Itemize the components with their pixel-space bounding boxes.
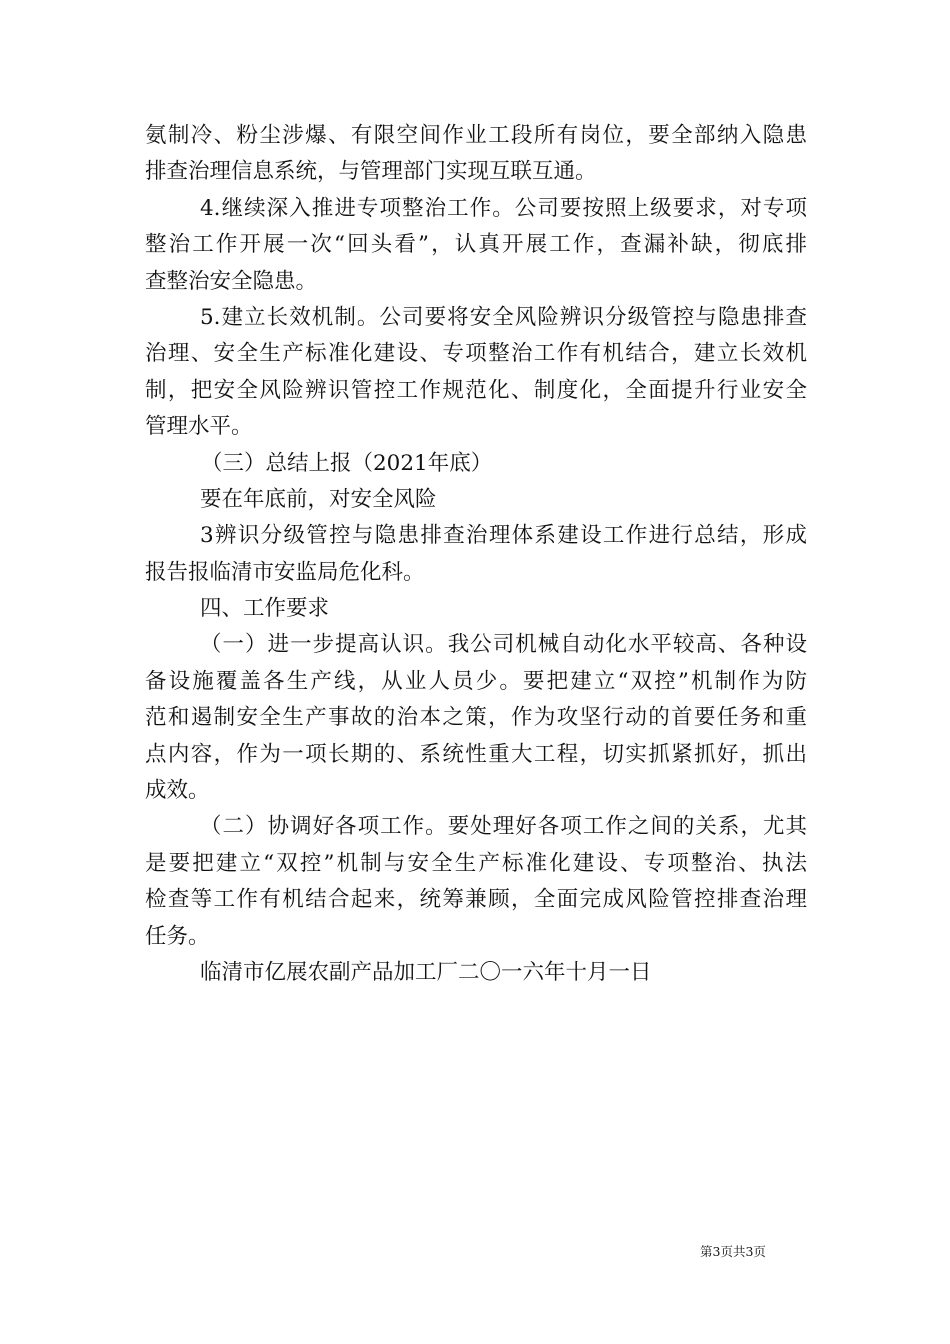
item-4-heading: 4.继续深入推进专项整治工作。公司要按照上级要求，对专项	[200, 195, 807, 221]
body-line: 备设施覆盖各生产线，从业人员少。要把建立“双控”机制作为防	[145, 668, 807, 694]
body-line: 任务。	[145, 923, 210, 949]
body-line: 管理水平。	[145, 414, 253, 440]
page-indicator: 第3页共3页	[700, 1244, 766, 1259]
body-line: 排查治理信息系统，与管理部门实现互联互通。	[145, 159, 597, 185]
body-line: 治理、安全生产标准化建设、专项整治工作有机结合，建立长效机	[145, 341, 807, 367]
item-5-heading: 5.建立长效机制。公司要将安全风险辨识分级管控与隐患排查	[200, 304, 807, 330]
body-line: 是要把建立“双控”机制与安全生产标准化建设、专项整治、执法	[145, 850, 807, 876]
body-line: 范和遏制安全生产事故的治本之策，作为攻坚行动的首要任务和重	[145, 705, 807, 731]
item-1-heading: （一）进一步提高认识。我公司机械自动化水平较高、各种设	[200, 632, 807, 658]
document-body	[145, 118, 807, 991]
body-line: 整治工作开展一次“回头看”，认真开展工作，查漏补缺，彻底排	[145, 232, 807, 258]
body-line: 制，把安全风险辨识管控工作规范化、制度化，全面提升行业安全	[145, 377, 807, 403]
section-3-heading: （三）总结上报（2021年底）	[201, 450, 493, 476]
body-line: 点内容，作为一项长期的、系统性重大工程，切实抓紧抓好，抓出	[145, 741, 807, 767]
body-line: 要在年底前，对安全风险	[200, 486, 437, 512]
body-line: 查整治安全隐患。	[145, 268, 318, 294]
body-line: 氨制冷、粉尘涉爆、有限空间作业工段所有岗位，要全部纳入隐患	[145, 123, 807, 148]
item-2-heading: （二）协调好各项工作。要处理好各项工作之间的关系，尤其	[200, 814, 807, 840]
body-line: 成效。	[145, 778, 210, 804]
signature-date: 临清市亿展农副产品加工厂二〇一六年十月一日	[200, 959, 652, 985]
body-line: 检查等工作有机结合起来，统筹兼顾，全面完成风险管控排查治理	[145, 887, 807, 913]
body-line: 报告报临清市安监局危化科。	[145, 559, 425, 585]
section-4-heading: 四、工作要求	[200, 596, 330, 622]
body-line: 3辨识分级管控与隐患排查治理体系建设工作进行总结，形成	[200, 523, 807, 549]
